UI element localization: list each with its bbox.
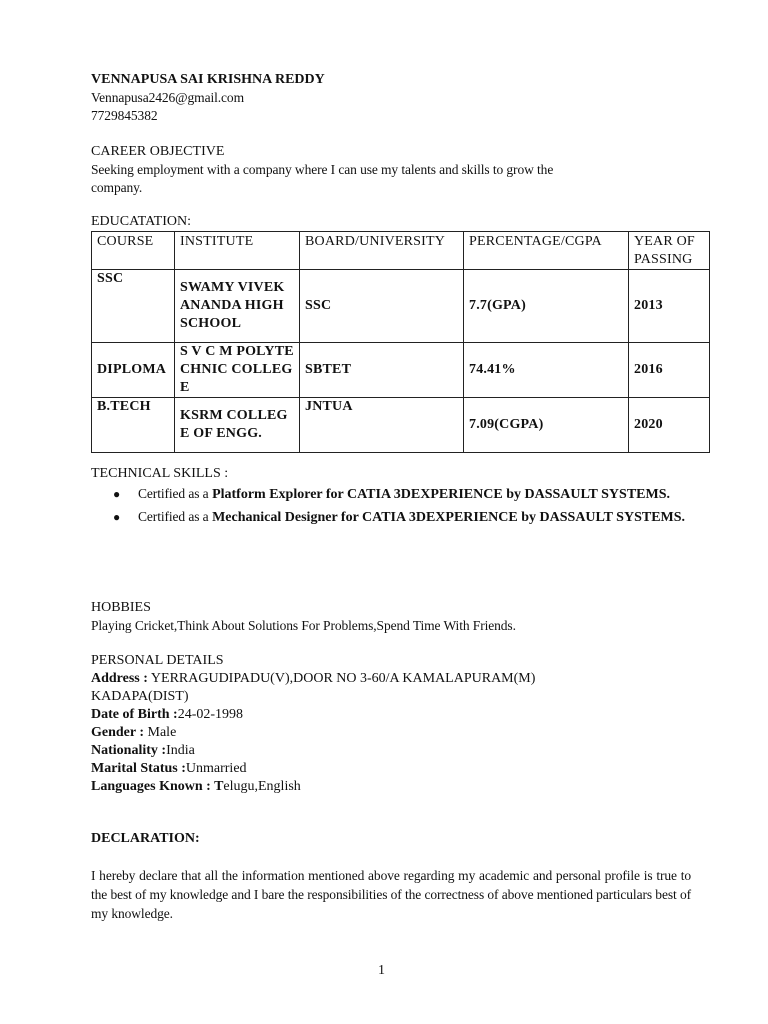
marital-status-value: Unmarried bbox=[185, 761, 247, 776]
career-objective-line1: Seeking employment with a company where I can use my talents and skills to grow the bbox=[91, 162, 554, 177]
column-header-percentage: PERCENTAGE/CGPA bbox=[464, 232, 629, 270]
skill-prefix: Certified as a bbox=[138, 509, 209, 524]
personal-details-block bbox=[91, 670, 535, 796]
cell-course: B.TECH bbox=[92, 398, 175, 453]
gender-value: Male bbox=[144, 725, 177, 740]
dob-label: Date of Birth : bbox=[91, 707, 178, 722]
education-heading: EDUCATATION: bbox=[91, 214, 191, 229]
table-row bbox=[92, 398, 710, 453]
address-line2: KADAPA(DIST) bbox=[91, 689, 189, 704]
skill-text: Mechanical Designer for CATIA 3DEXPERIENCE by DASSAULT SYSTEMS. bbox=[212, 510, 686, 525]
education-table bbox=[91, 231, 710, 453]
marital-status-label: Marital Status : bbox=[91, 761, 186, 776]
dob-value: 24-02-1998 bbox=[177, 707, 244, 722]
technical-skills-list bbox=[91, 485, 691, 531]
column-header-year: YEAR OF PASSING bbox=[629, 232, 710, 270]
cell-score: 7.09(CGPA) bbox=[464, 398, 629, 453]
column-header-board: BOARD/UNIVERSITY bbox=[300, 232, 464, 270]
bullet-icon: ● bbox=[113, 510, 121, 524]
phone-text: 7729845382 bbox=[91, 108, 158, 123]
declaration-text: I hereby declare that all the information mentioned above regarding my academic and personal profile is true to the best of my knowledge and I bare the responsibilities of the correctness of above mentioned particulars best of my knowledge. bbox=[91, 868, 691, 921]
cell-year: 2016 bbox=[629, 343, 710, 398]
candidate-name: VENNAPUSA SAI KRISHNA REDDY bbox=[91, 72, 325, 87]
languages-value: elugu,English bbox=[223, 779, 301, 794]
table-row bbox=[92, 343, 710, 398]
list-item bbox=[91, 485, 691, 504]
hobbies-heading: HOBBIES bbox=[91, 600, 151, 615]
address-label: Address : bbox=[91, 671, 148, 686]
cell-year: 2013 bbox=[629, 270, 710, 343]
cell-board: JNTUA bbox=[300, 398, 464, 453]
education-header-row bbox=[92, 232, 710, 270]
cell-institute: KSRM COLLEGE OF ENGG. bbox=[175, 398, 300, 453]
cell-course: SSC bbox=[92, 270, 175, 343]
career-objective-line2: company. bbox=[91, 180, 143, 195]
career-objective-heading: CAREER OBJECTIVE bbox=[91, 144, 225, 159]
nationality-label: Nationality : bbox=[91, 743, 167, 758]
cell-board: SBTET bbox=[300, 343, 464, 398]
cell-score: 7.7(GPA) bbox=[464, 270, 629, 343]
cell-institute: SWAMY VIVEKANANDA HIGH SCHOOL bbox=[175, 270, 300, 343]
personal-details-heading: PERSONAL DETAILS bbox=[91, 653, 224, 668]
table-row bbox=[92, 270, 710, 343]
column-header-course: COURSE bbox=[92, 232, 175, 270]
declaration-heading: DECLARATION: bbox=[91, 831, 200, 846]
cell-year: 2020 bbox=[629, 398, 710, 453]
page-number: 1 bbox=[378, 963, 385, 978]
cell-score: 74.41% bbox=[464, 343, 629, 398]
cell-board: SSC bbox=[300, 270, 464, 343]
cell-course: DIPLOMA bbox=[92, 343, 175, 398]
email-text: Vennapusa2426@gmail.com bbox=[91, 90, 244, 105]
skill-prefix: Certified as a bbox=[138, 486, 209, 501]
bullet-icon: ● bbox=[113, 487, 121, 501]
gender-label: Gender : bbox=[91, 725, 145, 740]
skill-text: Platform Explorer for CATIA 3DEXPERIENCE by DASSAULT SYSTEMS. bbox=[212, 487, 670, 502]
nationality-value: India bbox=[166, 743, 195, 758]
languages-initial: T bbox=[214, 779, 224, 794]
cell-institute: S V C M POLYTECHNIC COLLEGE bbox=[175, 343, 300, 398]
list-item bbox=[91, 508, 691, 527]
column-header-institute: INSTITUTE bbox=[175, 232, 300, 270]
languages-label: Languages Known : bbox=[91, 779, 215, 794]
hobbies-text: Playing Cricket,Think About Solutions For Problems,Spend Time With Friends. bbox=[91, 618, 516, 633]
address-line1: YERRAGUDIPADU(V),DOOR NO 3-60/A KAMALAPURAM(M) bbox=[150, 671, 536, 686]
technical-skills-heading: TECHNICAL SKILLS : bbox=[91, 466, 229, 481]
